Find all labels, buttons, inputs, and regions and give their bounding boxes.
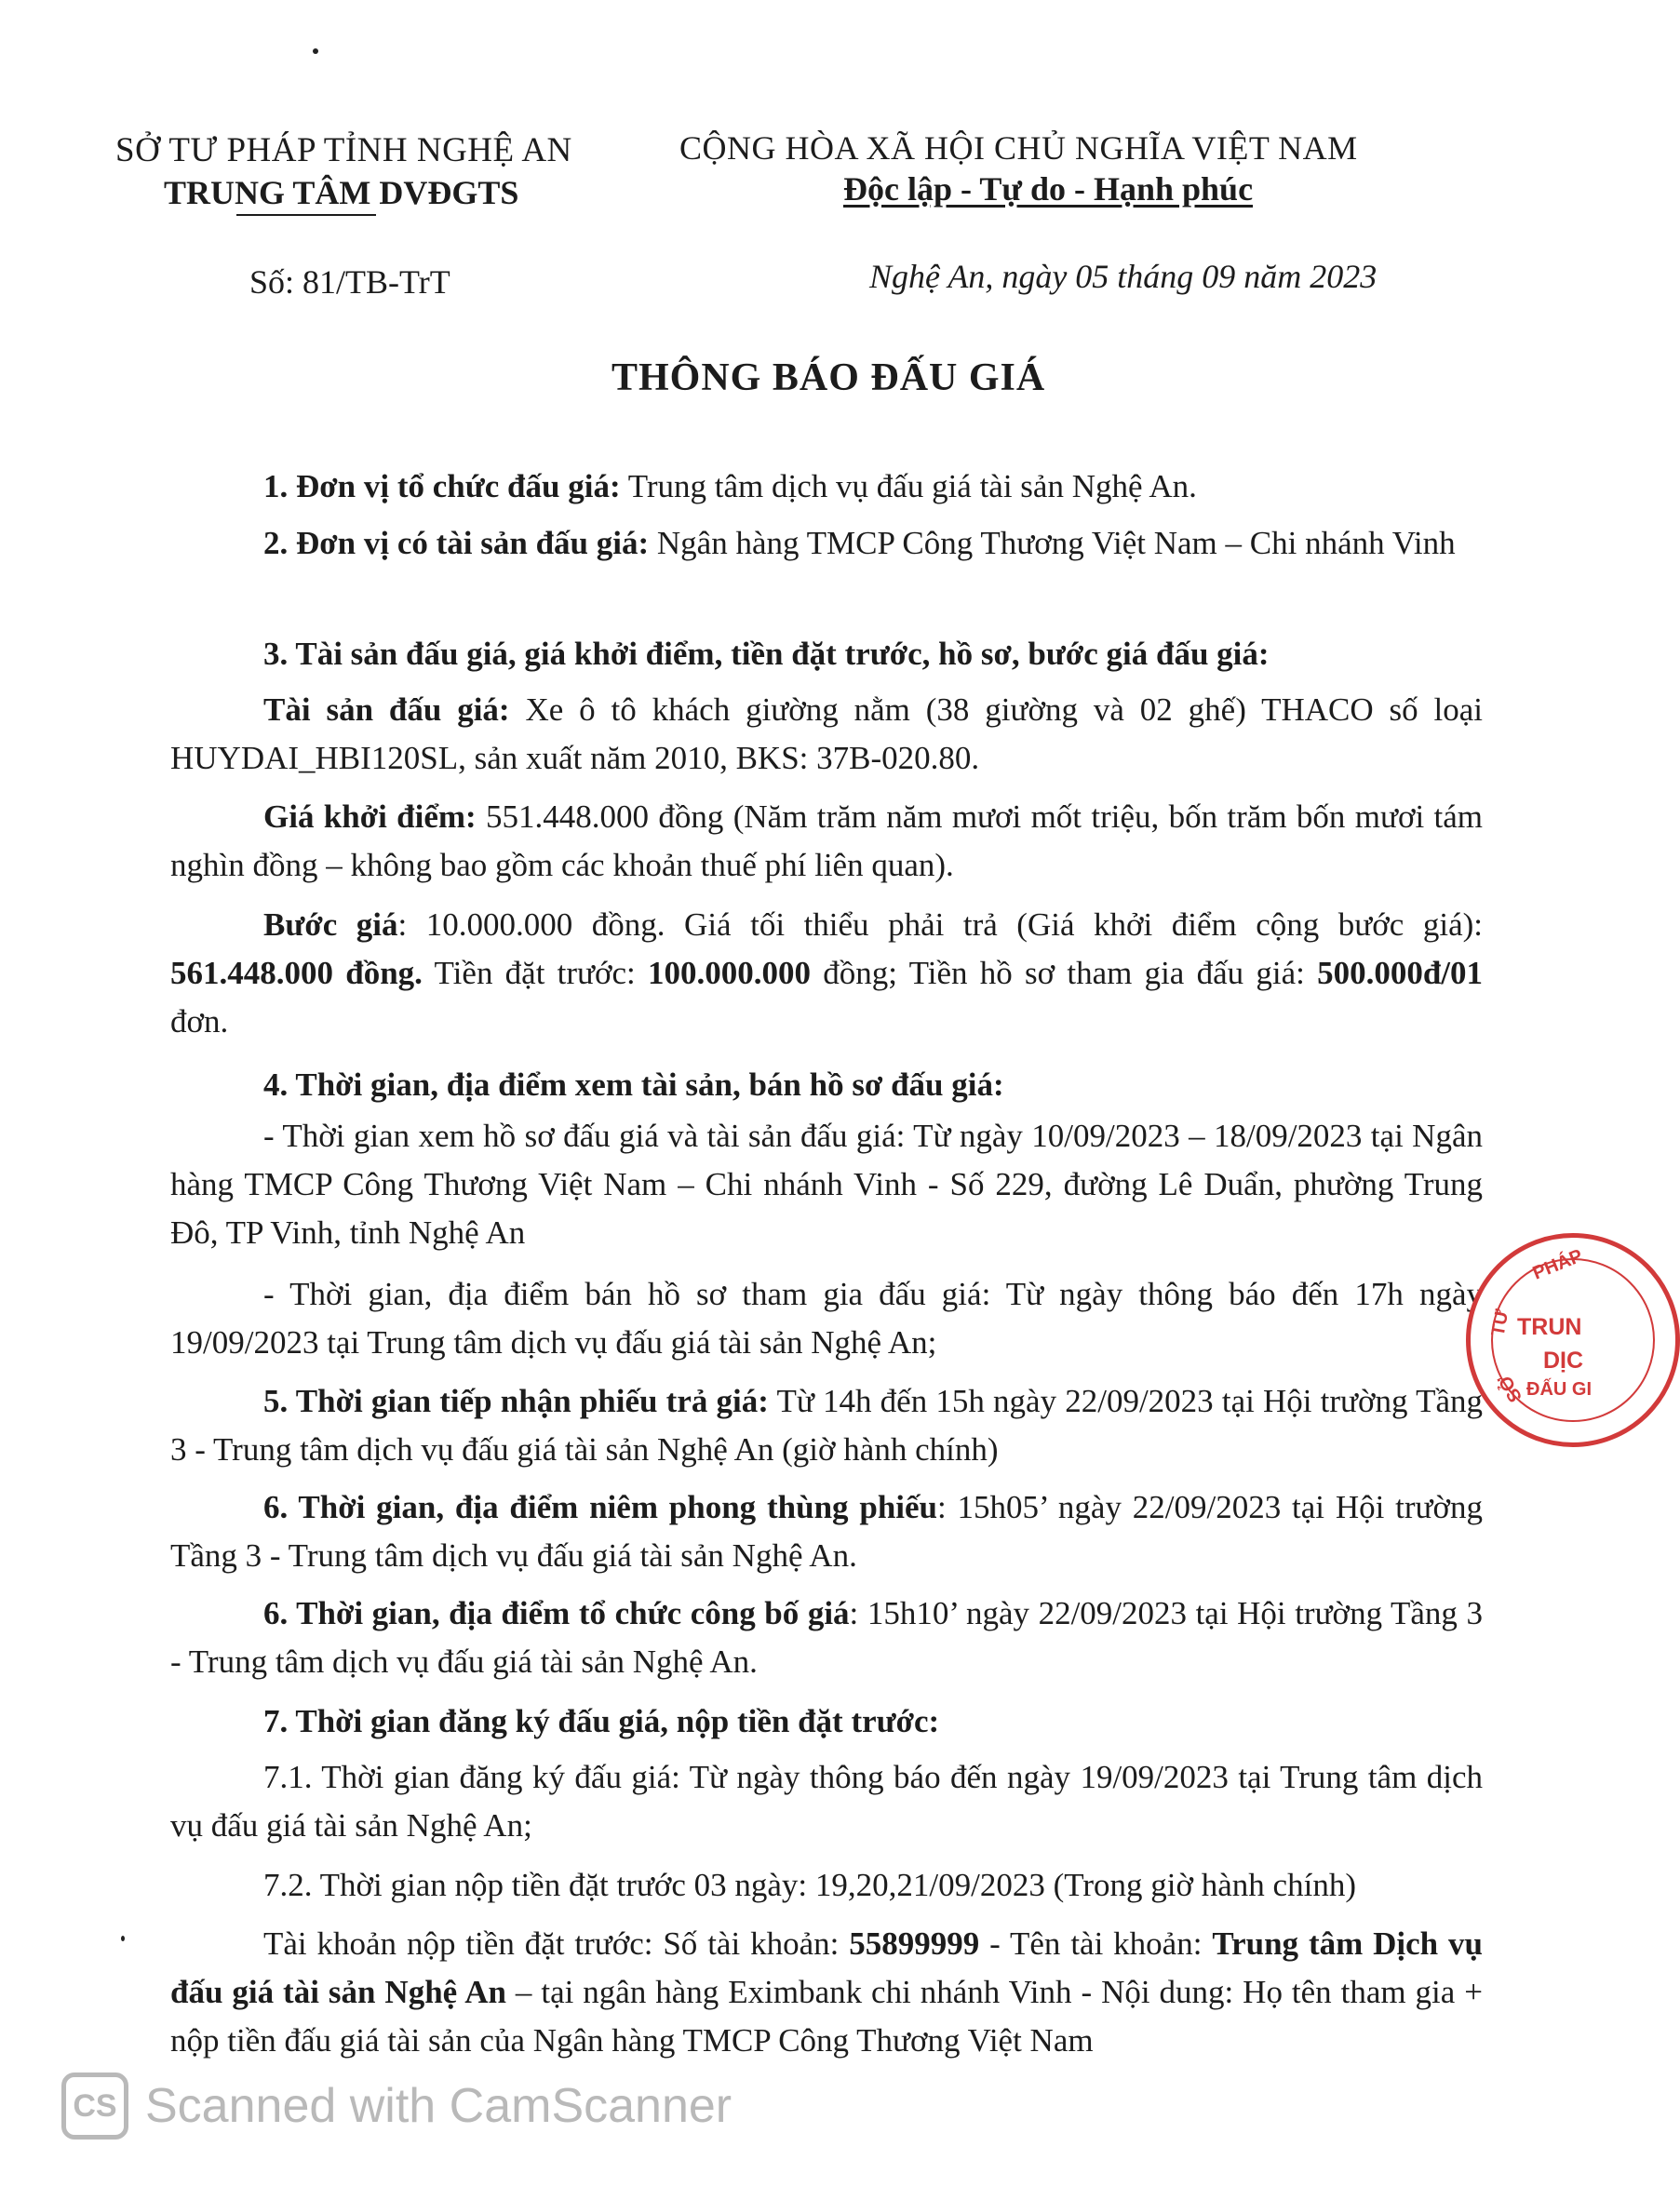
official-stamp — [1466, 1233, 1680, 1447]
section-6-announce — [170, 1590, 1483, 1686]
stamp-text-bottom-left: SỞ — [1494, 1371, 1526, 1406]
national-motto-text: Độc lập - Tự do - Hạnh phúc — [843, 170, 1254, 208]
section-1-text: Trung tâm dịch vụ đấu giá tài sản Nghệ An. — [627, 468, 1197, 504]
stamp-text-left: TƯ — [1487, 1308, 1513, 1338]
section-6-announce-label: 6. Thời gian, địa điểm tổ chức công bố giá — [263, 1595, 850, 1631]
national-motto — [843, 169, 1253, 208]
section-2 — [170, 519, 1483, 568]
dossier-unit: đơn. — [170, 1003, 229, 1040]
center-name — [164, 173, 518, 212]
deposit-value: 100.000.000 — [648, 955, 812, 991]
center-name-underline — [236, 214, 376, 216]
section-7-heading-text: 7. Thời gian đăng ký đấu giá, nộp tiền đặt trước: — [263, 1703, 940, 1739]
section-1-label: 1. Đơn vị tổ chức đấu giá: — [263, 468, 621, 504]
bid-step-paragraph — [170, 901, 1483, 1046]
asset-paragraph — [170, 686, 1483, 783]
start-price-text: 551.448.000 đồng (Năm trăm năm mươi mốt triệu, bốn trăm bốn mươi tám nghìn đồng – không bao gồm các khoản thuế phí liên quan). — [170, 798, 1483, 883]
section-6-seal-label: 6. Thời gian, địa điểm niêm phong thùng phiếu — [263, 1489, 938, 1525]
stamp-text-center-1: TRUN — [1517, 1314, 1582, 1340]
scan-speck — [313, 48, 318, 54]
document-title: THÔNG BÁO ĐẤU GIÁ — [612, 356, 1046, 399]
dossier-value: 500.000đ/01 — [1317, 955, 1484, 991]
section-4-item-2: - Thời gian, địa điểm bán hồ sơ tham gia đấu giá: Từ ngày thông báo đến 17h ngày 19/09/2023 tại Trung tâm dịch vụ đấu giá tài sản Nghệ An; — [170, 1276, 1483, 1361]
account-name: Trung tâm Dịch vụ đấu giá tài sản Nghệ An — [170, 1925, 1483, 2010]
section-6-seal-text: : 15h05’ ngày 22/09/2023 tại Hội trường Tầng 3 - Trung tâm dịch vụ đấu giá tài sản Nghệ An. — [170, 1489, 1483, 1574]
scan-speck — [121, 1936, 125, 1941]
section-5 — [170, 1377, 1483, 1474]
asset-label: Tài sản đấu giá: — [263, 691, 510, 728]
section-7-heading — [170, 1697, 1483, 1746]
agency-name: SỞ TƯ PHÁP TỈNH NGHỆ AN — [115, 131, 572, 169]
start-price-paragraph — [170, 793, 1483, 890]
national-title: CỘNG HÒA XÃ HỘI CHỦ NGHĨA VIỆT NAM — [679, 129, 1358, 167]
center-name-text: TRUNG TÂM DVĐGTS — [164, 174, 519, 211]
section-4-item-1: - Thời gian xem hồ sơ đấu giá và tài sản đấu giá: Từ ngày 10/09/2023 – 18/09/2023 tại Ngân hàng TMCP Công Thương Việt Nam – Chi nhánh Vinh - Số 229, đường Lê Duẩn, phường Trung Đô, TP Vinh, tỉnh Nghệ An — [170, 1118, 1483, 1251]
stamp-text-center-2: DỊC — [1543, 1348, 1584, 1374]
scanner-watermark — [61, 2073, 732, 2139]
section-5-label: 5. Thời gian tiếp nhận phiếu trả giá: — [263, 1383, 769, 1419]
account-text-2: - Tên tài khoản: — [989, 1925, 1203, 1962]
section-2-text: Ngân hàng TMCP Công Thương Việt Nam – Chi nhánh Vinh — [656, 525, 1456, 561]
section-6-seal — [170, 1483, 1483, 1580]
start-price-label: Giá khởi điểm: — [263, 798, 477, 835]
dossier-text: đồng; Tiền hồ sơ tham gia đấu giá: — [823, 955, 1305, 991]
account-number: 55899999 — [849, 1925, 980, 1962]
watermark-text: Scanned with CamScanner — [145, 2079, 732, 2133]
section-4-heading-text: 4. Thời gian, địa điểm xem tài sản, bán hồ sơ đấu giá: — [263, 1066, 1004, 1103]
document-date: Nghệ An, ngày 05 tháng 09 năm 2023 — [869, 258, 1378, 295]
section-3-heading — [170, 630, 1483, 678]
asset-text: Xe ô tô khách giường nằm (38 giường và 02 ghế) THACO số loại HUYDAI_HBI120SL, sản xuất năm 2010, BKS: 37B-020.80. — [170, 691, 1484, 776]
minimum-price: 561.448.000 đồng. — [170, 955, 423, 991]
account-paragraph — [170, 1920, 1483, 2065]
stamp-text-top: PHÁP — [1529, 1245, 1586, 1284]
section-7-2: 7.2. Thời gian nộp tiền đặt trước 03 ngày: 19,20,21/09/2023 (Trong giờ hành chính) — [263, 1867, 1356, 1903]
stamp-text-center-3: ĐẤU GI — [1526, 1379, 1592, 1400]
deposit-text: Tiền đặt trước: — [434, 955, 636, 991]
section-2-label: 2. Đơn vị có tài sản đấu giá: — [263, 525, 650, 561]
section-4-heading — [170, 1061, 1483, 1109]
bid-step-text: : 10.000.000 đồng. Giá tối thiểu phải trả (Giá khởi điểm cộng bước giá): — [397, 906, 1483, 943]
section-5-text: Từ 14h đến 15h ngày 22/09/2023 tại Hội trường Tầng 3 - Trung tâm dịch vụ đấu giá tài sản Nghệ An (giờ hành chính) — [170, 1383, 1483, 1468]
camscanner-logo-icon: CS — [61, 2073, 128, 2140]
bid-step-label: Bước giá — [263, 906, 398, 943]
account-text-3: – tại ngân hàng Eximbank chi nhánh Vinh - Nội dung: Họ tên tham gia + nộp tiền đấu giá tài sản của Ngân hàng TMCP Công Thương Việt Nam — [170, 1974, 1483, 2059]
document-number: Số: 81/TB-TrT — [249, 263, 450, 301]
section-3-heading-text: 3. Tài sản đấu giá, giá khởi điểm, tiền đặt trước, hồ sơ, bước giá đấu giá: — [263, 636, 1270, 672]
section-1 — [170, 463, 1483, 511]
section-7-1: 7.1. Thời gian đăng ký đấu giá: Từ ngày thông báo đến ngày 19/09/2023 tại Trung tâm dịch vụ đấu giá tài sản Nghệ An; — [170, 1759, 1483, 1844]
account-text-1: Tài khoản nộp tiền đặt trước: Số tài khoản: — [263, 1925, 840, 1962]
section-6-announce-text: : 15h10’ ngày 22/09/2023 tại Hội trường Tầng 3 - Trung tâm dịch vụ đấu giá tài sản Nghệ An. — [170, 1595, 1483, 1680]
